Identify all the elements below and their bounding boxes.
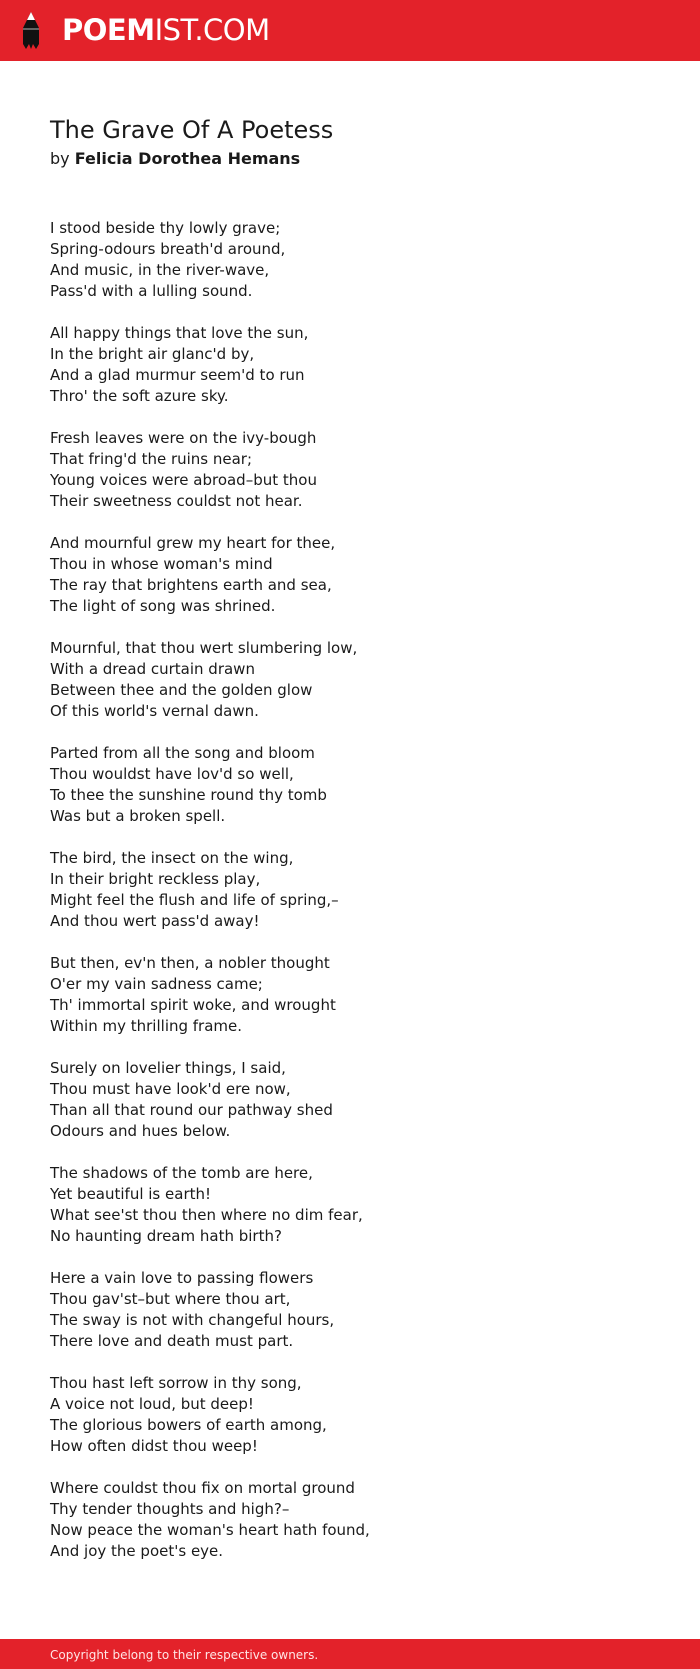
poem-title: The Grave Of A Poetess [50,116,334,144]
poem-line: Young voices were abroad–but thou [50,471,317,489]
poem-line: And a glad murmur seem'd to run [50,366,305,384]
poem-line: Between thee and the golden glow [50,681,313,699]
poem-line: That fring'd the ruins near; [50,450,253,468]
poem-line: There love and death must part. [50,1332,294,1350]
poem-line: Their sweetness couldst not hear. [50,492,303,510]
poem-stanza [50,1373,610,1457]
poem-stanza [50,1058,610,1142]
poem-line: Thou must have look'd ere now, [50,1080,291,1098]
poem-line: The sway is not with changeful hours, [50,1311,335,1329]
poem-line: In their bright reckless play, [50,870,261,888]
poem-line: O'er my vain sadness came; [50,975,263,993]
poem-stanza [50,1268,610,1352]
poem-line: Odours and hues below. [50,1122,231,1140]
poem-line: Within my thrilling frame. [50,1017,243,1035]
logo-bold-part: POEM [62,13,155,47]
poem-line: Thy tender thoughts and high?– [50,1500,290,1518]
logo-light-part: IST.COM [154,13,270,47]
poem-line: Surely on lovelier things, I said, [50,1059,286,1077]
poem-stanza [50,428,610,512]
poem-stanza [50,533,610,617]
poem-stanza [50,848,610,932]
poem-line: Fresh leaves were on the ivy-bough [50,429,317,447]
poem-line: The light of song was shrined. [50,597,276,615]
poem-line: Thou in whose woman's mind [50,555,273,573]
poem-line: Thro' the soft azure sky. [50,387,229,405]
poem-line: Thou gav'st–but where thou art, [50,1290,291,1308]
poem-line: Spring-odours breath'd around, [50,240,286,258]
poem-line: But then, ev'n then, a nobler thought [50,954,330,972]
poem-line: Where couldst thou fix on mortal ground [50,1479,355,1497]
poem-stanza [50,743,610,827]
poem-line: Of this world's vernal dawn. [50,702,259,720]
poem-line: The shadows of the tomb are here, [50,1164,313,1182]
site-footer [0,1639,700,1669]
poem-line: And joy the poet's eye. [50,1542,224,1560]
poem-line: And mournful grew my heart for thee, [50,534,336,552]
poem-stanza [50,218,610,302]
poem-stanza [50,638,610,722]
poem-line: I stood beside thy lowly grave; [50,219,281,237]
poem-body [50,218,610,1583]
poem-stanza [50,953,610,1037]
pencil-icon[interactable] [18,10,44,52]
site-logo[interactable] [62,12,270,48]
poem-byline [50,148,300,170]
poem-line: Pass'd with a lulling sound. [50,282,253,300]
poem-line: Yet beautiful is earth! [50,1185,212,1203]
poem-line: Was but a broken spell. [50,807,226,825]
poem-line: And thou wert pass'd away! [50,912,260,930]
poem-line: No haunting dream hath birth? [50,1227,282,1245]
poem-stanza [50,323,610,407]
poem-line: All happy things that love the sun, [50,324,309,342]
poem-line: Here a vain love to passing flowers [50,1269,314,1287]
poem-line: The bird, the insect on the wing, [50,849,294,867]
poem-line: Might feel the flush and life of spring,– [50,891,339,909]
poem-line: Parted from all the song and bloom [50,744,315,762]
poem-stanza [50,1163,610,1247]
poem-line: Thou wouldst have lov'd so well, [50,765,294,783]
poem-line: Now peace the woman's heart hath found, [50,1521,370,1539]
poem-author[interactable]: Felicia Dorothea Hemans [74,149,301,168]
by-label: by [50,149,70,168]
poem-line: A voice not loud, but deep! [50,1395,254,1413]
copyright-text: Copyright belong to their respective owners. [50,1648,319,1662]
poem-line: And music, in the river-wave, [50,261,270,279]
poem-line: In the bright air glanc'd by, [50,345,255,363]
poem-line: With a dread curtain drawn [50,660,255,678]
poem-line: The glorious bowers of earth among, [50,1416,327,1434]
poem-stanza [50,1478,610,1562]
poem-line: How often didst thou weep! [50,1437,258,1455]
poem-line: What see'st thou then where no dim fear, [50,1206,363,1224]
poem-line: To thee the sunshine round thy tomb [50,786,327,804]
poem-line: Mournful, that thou wert slumbering low, [50,639,358,657]
poem-line: The ray that brightens earth and sea, [50,576,332,594]
poem-line: Thou hast left sorrow in thy song, [50,1374,302,1392]
poem-line: Than all that round our pathway shed [50,1101,333,1119]
poem-line: Th' immortal spirit woke, and wrought [50,996,336,1014]
site-header [0,0,700,61]
